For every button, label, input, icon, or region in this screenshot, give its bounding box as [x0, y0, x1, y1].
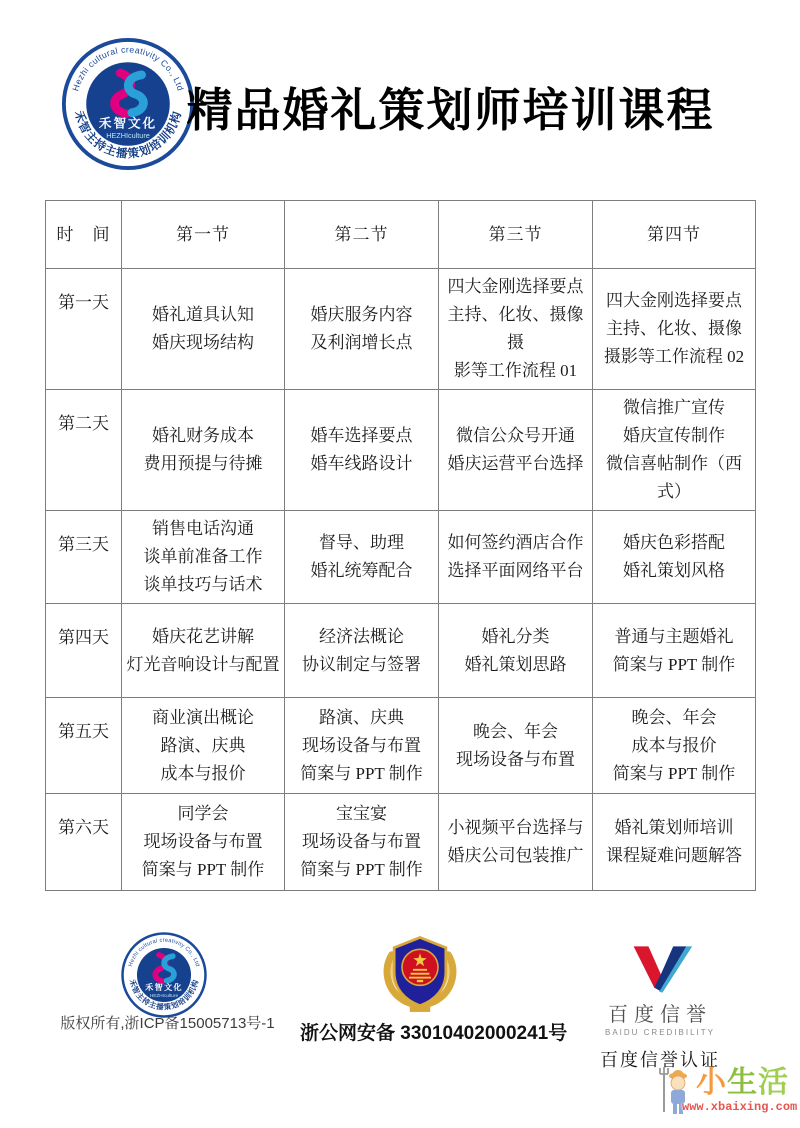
course-cell: 婚礼财务成本 费用预提与待摊 [122, 390, 285, 511]
course-cell: 督导、助理 婚礼统筹配合 [285, 511, 439, 604]
course-cell: 路演、庆典 现场设备与布置 简案与 PPT 制作 [285, 698, 439, 794]
table-header-row [46, 201, 756, 269]
course-cell: 宝宝宴 现场设备与布置 简案与 PPT 制作 [285, 794, 439, 891]
baidu-name-en: BAIDU CREDIBILITY [604, 1028, 715, 1037]
baidu-credibility-block [580, 938, 740, 1072]
course-cell: 婚庆花艺讲解 灯光音响设计与配置 [122, 604, 285, 698]
watermark-name [696, 1066, 788, 1100]
course-cell: 普通与主题婚礼 简案与 PPT 制作 [593, 604, 756, 698]
course-cell: 小视频平台选择与 婚庆公司包装推广 [439, 794, 593, 891]
day-label: 第五天 [46, 698, 122, 794]
police-badge-icon [373, 928, 467, 1016]
hezhi-logo-footer-icon [120, 931, 208, 1019]
course-cell: 四大金刚选择要点 主持、化妆、摄像摄 影等工作流程 01 [439, 269, 593, 390]
watermark-char: 活 [758, 1066, 788, 1099]
course-cell: 婚礼分类 婚礼策划思路 [439, 604, 593, 698]
course-cell: 晚会、年会 现场设备与布置 [439, 698, 593, 794]
day-label: 第二天 [46, 390, 122, 511]
copyright-text: 版权所有,浙ICP备15005713号-1 [60, 1015, 275, 1032]
table-row-day5 [46, 698, 756, 794]
baidu-name-cn: 百度信誉 [608, 1004, 712, 1026]
column-header-session1: 第一节 [122, 201, 285, 269]
course-cell: 商业演出概论 路演、庆典 成本与报价 [122, 698, 285, 794]
baidu-cert-text: 百度信誉认证 [600, 1050, 720, 1070]
course-cell: 经济法概论 协议制定与签署 [285, 604, 439, 698]
watermark-char: 生 [727, 1066, 757, 1099]
column-header-time: 时 间 [46, 201, 122, 269]
baidu-credibility-icon [627, 938, 693, 996]
course-cell: 销售电话沟通 谈单前准备工作 谈单技巧与话术 [122, 511, 285, 604]
column-header-session4: 第四节 [593, 201, 756, 269]
watermark-url: www.xbaixing.com [682, 1100, 798, 1114]
course-cell: 婚庆色彩搭配 婚礼策划风格 [593, 511, 756, 604]
day-label: 第三天 [46, 511, 122, 604]
table-row-day6 [46, 794, 756, 891]
watermark [650, 1060, 798, 1122]
police-record-text: 浙公网安备 33010402000241号 [300, 1023, 568, 1044]
page-title: 精品婚礼策划师培训课程 [186, 85, 715, 136]
day-label: 第一天 [46, 269, 122, 390]
course-cell: 如何签约酒店合作 选择平面网络平台 [439, 511, 593, 604]
course-cell: 婚礼策划师培训 课程疑难问题解答 [593, 794, 756, 891]
table-row-day2 [46, 390, 756, 511]
column-header-session2: 第二节 [285, 201, 439, 269]
course-cell: 四大金刚选择要点 主持、化妆、摄像 摄影等工作流程 02 [593, 269, 756, 390]
table-row-day1 [46, 269, 756, 390]
course-cell: 婚礼道具认知 婚庆现场结构 [122, 269, 285, 390]
course-cell: 晚会、年会 成本与报价 简案与 PPT 制作 [593, 698, 756, 794]
course-cell: 婚车选择要点 婚车线路设计 [285, 390, 439, 511]
column-header-session3: 第三节 [439, 201, 593, 269]
course-cell: 同学会 现场设备与布置 简案与 PPT 制作 [122, 794, 285, 891]
day-label: 第四天 [46, 604, 122, 698]
course-table [45, 200, 756, 891]
course-cell: 微信推广宣传 婚庆宣传制作 微信喜帖制作（西式） [593, 390, 756, 511]
day-label: 第六天 [46, 794, 122, 891]
table-row-day3 [46, 511, 756, 604]
hezhi-logo-icon [60, 36, 196, 172]
course-cell: 婚庆服务内容 及利润增长点 [285, 269, 439, 390]
table-row-day4 [46, 604, 756, 698]
course-cell: 微信公众号开通 婚庆运营平台选择 [439, 390, 593, 511]
watermark-char: 小 [696, 1066, 726, 1099]
